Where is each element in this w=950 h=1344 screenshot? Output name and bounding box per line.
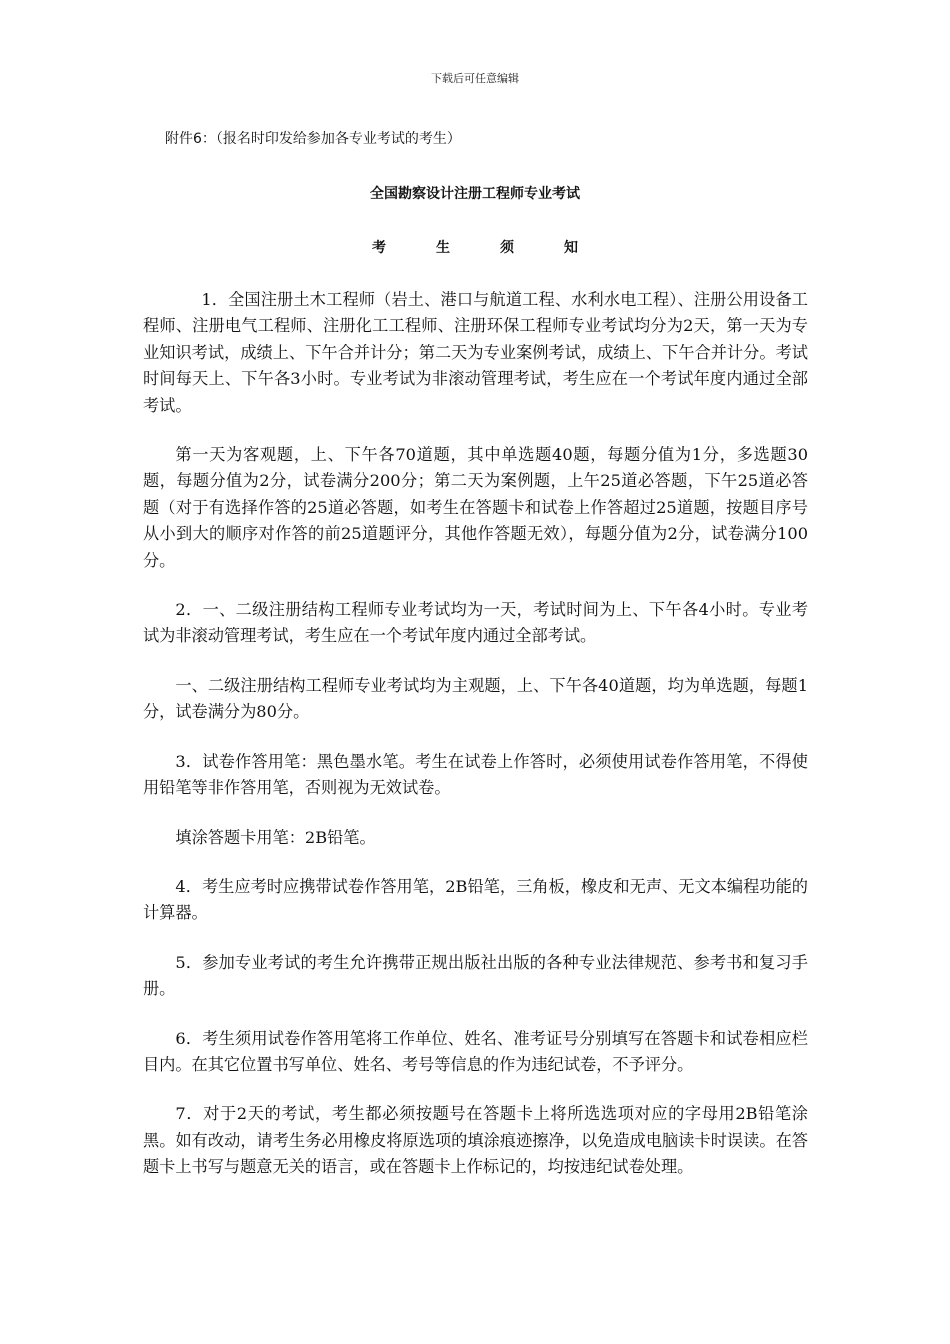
paragraph-5: 3．试卷作答用笔：黑色墨水笔。考生在试卷上作答时，必须使用试卷作答用笔，不得使用铅笔等非作答用笔，否则视为无效试卷。 (143, 751, 808, 798)
subtitle-char: 生 (436, 240, 450, 256)
subtitle-char: 须 (500, 240, 514, 256)
subtitle-char: 知 (564, 240, 578, 256)
subtitle-char: 考 (372, 240, 386, 256)
document-subtitle (0, 237, 950, 257)
paragraph-7: 4．考生应考时应携带试卷作答用笔，2B铅笔，三角板，橡皮和无声、无文本编程功能的计算器。 (143, 876, 808, 923)
header-note: 下载后可任意编辑 (431, 72, 519, 85)
paragraph-8: 5．参加专业考试的考生允许携带正规出版社出版的各种专业法律规范、参考书和复习手册。 (143, 952, 808, 999)
paragraph-4: 一、二级注册结构工程师专业考试均为主观题，上、下午各40道题，均为单选题，每题1分，试卷满分为80分。 (143, 675, 808, 722)
paragraph-10: 7．对于2天的考试，考生都必须按题号在答题卡上将所选选项对应的字母用2B铅笔涂黑。如有改动，请考生务必用橡皮将原选项的填涂痕迹擦净，以免造成电脑读卡时误读。在答题卡上书写与题意无关的语言，或在答题卡上作标记的，均按违纪试卷处理。 (143, 1104, 808, 1177)
paragraph-6: 填涂答题卡用笔：2B铅笔。 (175, 827, 376, 847)
paragraph-1: 1．全国注册土木工程师（岩土、港口与航道工程、水利水电工程）、注册公用设备工程师、注册电气工程师、注册化工工程师、注册环保工程师专业考试均分为2天，第一天为专业知识考试，成绩上、下午合并计分；第二天为专业案例考试，成绩上、下午合并计分。考试时间每天上、下午各3小时。专业考试为非滚动管理考试，考生应在一个考试年度内通过全部考试。 (143, 290, 808, 415)
document-title: 全国勘察设计注册工程师专业考试 (370, 186, 580, 202)
paragraph-3: 2．一、二级注册结构工程师专业考试均为一天，考试时间为上、下午各4小时。专业考试为非滚动管理考试，考生应在一个考试年度内通过全部考试。 (143, 600, 808, 646)
paragraph-2: 第一天为客观题，上、下午各70道题，其中单选题40题，每题分值为1分，多选题30题，每题分值为2分，试卷满分200分；第二天为案例题，上午25道必答题，下午25道必答题（对于有选择作答的25道必答题，如考生在答题卡和试卷上作答超过25道题，按题目序号从小到大的顺序对作答的前25道题评分，其他作答题无效），每题分值为2分，试卷满分100分。 (143, 445, 808, 570)
document-body (143, 287, 808, 1204)
paragraph-9: 6．考生须用试卷作答用笔将工作单位、姓名、准考证号分别填写在答题卡和试卷相应栏目内。在其它位置书写单位、姓名、考号等信息的作为违纪试卷，不予评分。 (143, 1028, 808, 1074)
attachment-line: 附件6：（报名时印发给参加各专业考试的考生） (165, 131, 461, 147)
